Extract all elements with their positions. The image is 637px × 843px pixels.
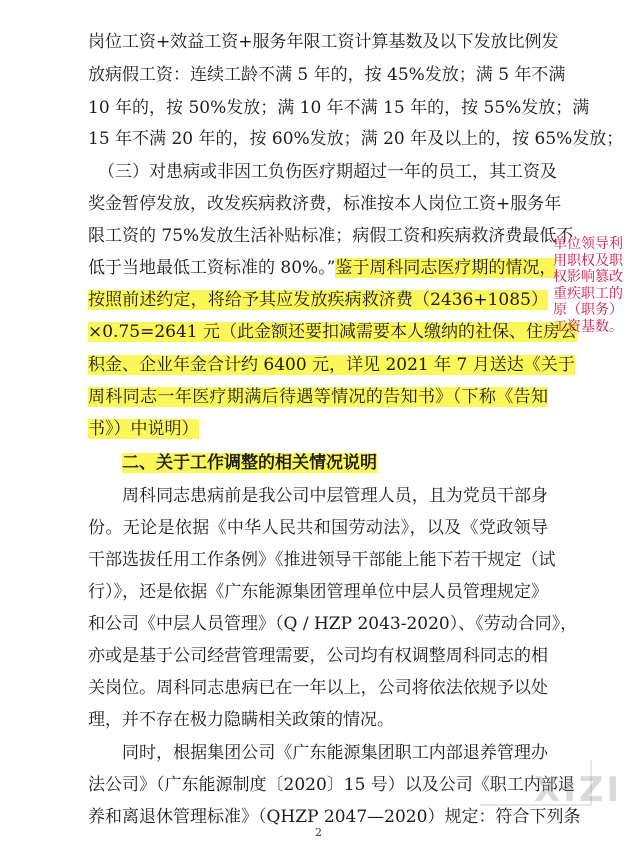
text-line: 10 年的，按 50%发放；满 10 年不满 15 年的，按 55%发放；满	[88, 98, 590, 118]
page-number: 2	[315, 826, 322, 839]
watermark-logo: XIZI	[534, 770, 623, 810]
highlighted-text: 鉴于周科同志医疗期的情况，	[335, 258, 557, 278]
highlighted-text: 周科同志一年医疗期满后待遇等情况的告知书》（下称《告知	[88, 387, 548, 407]
text-line: 岗位工资+效益工资+服务年限工资计算基数及以下发放比例发	[88, 32, 559, 52]
text-line: 关岗位。周科同志患病已在一年以上，公司将依法依规予以处	[88, 678, 548, 698]
text-line: 同时，根据集团公司《广东能源集团职工内部退养管理办	[122, 743, 548, 763]
text-line: 奖金暂停发放，改发疾病救济费，标准按本人岗位工资+服务年	[88, 194, 562, 214]
highlighted-line	[88, 321, 578, 343]
text-line: 份。无论是依据《中华人民共和国劳动法》，以及《党政领导	[88, 518, 548, 538]
heading-text: 二、关于工作调整的相关情况说明	[122, 453, 377, 473]
margin-annotation: 单位领导利用职权及职权影响篡改重疾职工的原（职务）工资基数。	[553, 236, 623, 335]
text-line: 限工资的 75%发放生活补贴标准；病假工资和疾病救济费最低不	[88, 226, 574, 246]
highlighted-line	[88, 289, 548, 311]
highlighted-text: 积金、企业年金合计约 6400 元，详见 2021 年 7 月送达《关于	[88, 355, 575, 375]
text-line-with-highlight	[88, 257, 557, 279]
highlighted-text: 按照前述约定，将给予其应发放疾病救济费（2436+1085）	[88, 290, 548, 310]
text-line: 和公司《中层人员管理》（Q / HZP 2043-2020）、《劳动合同》，	[88, 614, 578, 634]
highlighted-line	[88, 386, 548, 408]
text-line: 行）》，还是依据《广东能源集团管理单位中层人员管理规定》	[88, 582, 548, 602]
highlighted-line	[88, 418, 548, 440]
text-line: 放病假工资：连续工龄不满 5 年的，按 45%发放；满 5 年不满	[88, 65, 566, 85]
section-heading	[122, 452, 522, 474]
text-line: 15 年不满 20 年的，按 60%发放；满 20 年及以上的，按 65%发放；	[88, 129, 624, 149]
highlighted-line	[88, 354, 575, 376]
text-line: 养和离退休管理标准》（QHZP 2047—2020）规定：符合下列条	[88, 807, 581, 827]
text-line: 法公司》（广东能源制度〔2020〕15 号）以及公司《职工内部退	[88, 775, 575, 795]
text-line: 干部选拔任用工作条例》《推进领导干部能上能下若干规定（试	[88, 550, 556, 570]
text-line: 亦或是基于公司经营管理需要，公司均有权调整周科同志的相	[88, 646, 548, 666]
highlighted-text: 书》）中说明）	[88, 419, 199, 439]
text-line: 理，并不存在极力隐瞒相关政策的情况。	[88, 710, 394, 730]
highlighted-text: ×0.75=2641 元（此金额还要扣减需要本人缴纳的社保、住房公	[88, 322, 578, 342]
text-line: 周科同志患病前是我公司中层管理人员，且为党员干部身	[122, 486, 548, 506]
text-span: 低于当地最低工资标准的 80%。”	[88, 258, 336, 278]
text-line: （三）对患病或非因工负伤医疗期超过一年的员工，其工资及	[98, 162, 557, 182]
